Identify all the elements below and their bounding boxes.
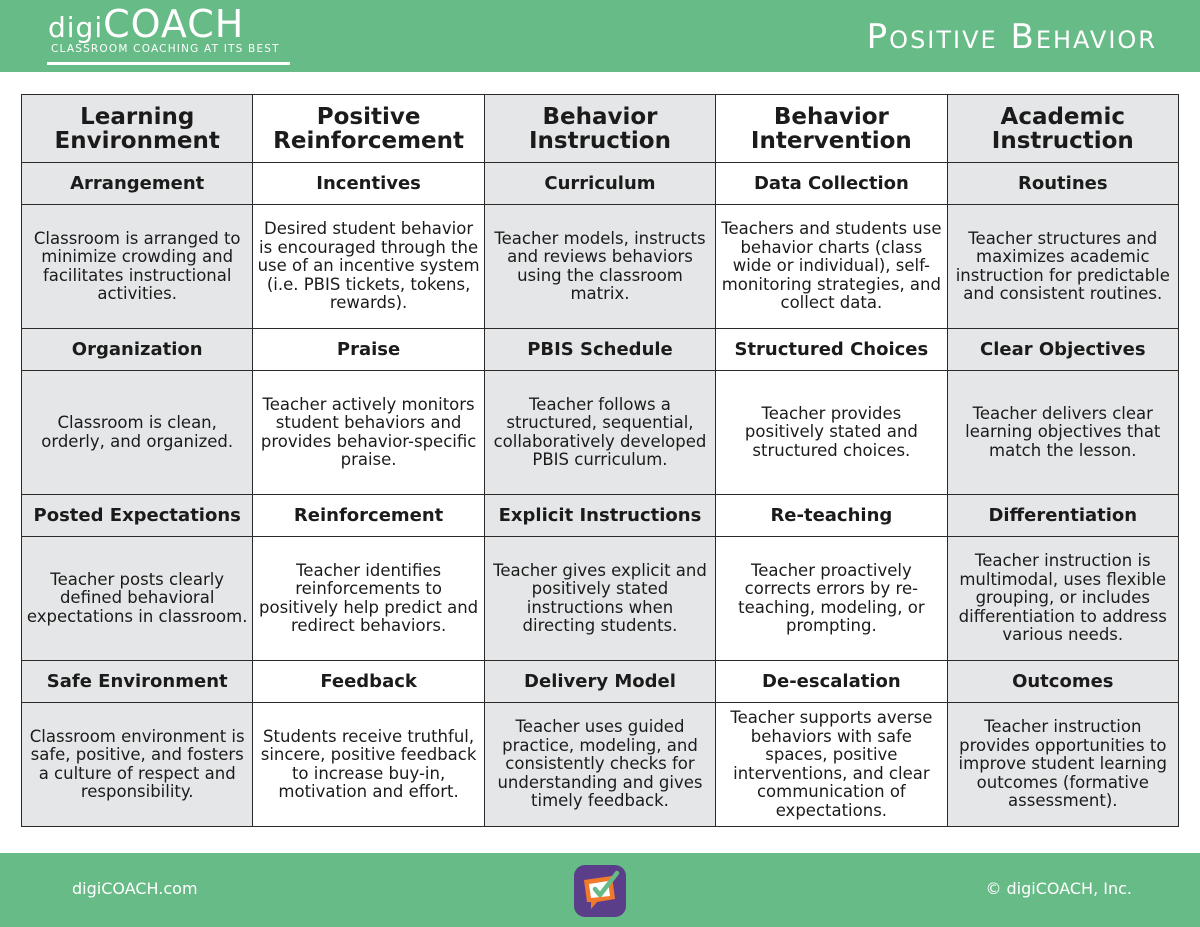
header-bar <box>0 0 1200 72</box>
section-heading: Explicit Instructions <box>484 495 715 537</box>
section-heading-row <box>22 495 1179 537</box>
section-heading: Posted Expectations <box>22 495 253 537</box>
logo-tagline: CLASSROOM COACHING AT ITS BEST <box>51 43 280 55</box>
section-heading: Feedback <box>253 661 484 703</box>
section-heading: Curriculum <box>484 163 715 205</box>
section-heading: Data Collection <box>716 163 947 205</box>
description-row <box>22 703 1179 827</box>
section-heading: Outcomes <box>947 661 1178 703</box>
description-cell: Teacher instruction provides opportunities to improve student learning outcomes (formative assessment). <box>947 703 1178 827</box>
description-cell: Teacher supports averse behaviors with safe spaces, positive interventions, and clear communication of expectations. <box>716 703 947 827</box>
description-cell: Teacher uses guided practice, modeling, and consistently checks for understanding and gives timely feedback. <box>484 703 715 827</box>
section-heading: Organization <box>22 329 253 371</box>
description-cell: Teacher gives explicit and positively stated instructions when directing students. <box>484 537 715 661</box>
description-cell: Teacher actively monitors student behaviors and provides behavior-specific praise. <box>253 371 484 495</box>
section-heading: De-escalation <box>716 661 947 703</box>
website-link[interactable]: digiCOACH.com <box>72 879 198 898</box>
logo-underline <box>47 62 290 65</box>
description-cell: Teacher instruction is multimodal, uses flexible grouping, or includes differentiation to address various needs. <box>947 537 1178 661</box>
column-header: Behavior Instruction <box>484 95 715 163</box>
description-cell: Teachers and students use behavior charts (class wide or individual), self-monitoring strategies, and collect data. <box>716 205 947 329</box>
digicoach-app-icon <box>574 865 626 917</box>
section-heading: Arrangement <box>22 163 253 205</box>
description-row <box>22 371 1179 495</box>
description-cell: Classroom is clean, orderly, and organized. <box>22 371 253 495</box>
section-heading: Safe Environment <box>22 661 253 703</box>
description-cell: Teacher provides positively stated and structured choices. <box>716 371 947 495</box>
description-cell: Classroom environment is safe, positive, and fosters a culture of respect and responsibility. <box>22 703 253 827</box>
section-heading-row <box>22 661 1179 703</box>
copyright-text: © digiCOACH, Inc. <box>985 879 1132 898</box>
description-cell: Teacher identifies reinforcements to positively help predict and redirect behaviors. <box>253 537 484 661</box>
description-cell: Teacher structures and maximizes academic instruction for predictable and consistent routines. <box>947 205 1178 329</box>
column-header: Academic Instruction <box>947 95 1178 163</box>
description-cell: Teacher posts clearly defined behavioral expectations in classroom. <box>22 537 253 661</box>
section-heading: Differentiation <box>947 495 1178 537</box>
section-heading: Re-teaching <box>716 495 947 537</box>
section-heading: Praise <box>253 329 484 371</box>
description-cell: Teacher models, instructs and reviews behaviors using the classroom matrix. <box>484 205 715 329</box>
description-cell: Desired student behavior is encouraged through the use of an incentive system (i.e. PBIS tickets, tokens, rewards). <box>253 205 484 329</box>
description-row <box>22 205 1179 329</box>
positive-behavior-table <box>21 94 1179 827</box>
description-row <box>22 537 1179 661</box>
description-cell: Classroom is arranged to minimize crowding and facilitates instructional activities. <box>22 205 253 329</box>
description-cell: Teacher proactively corrects errors by re-teaching, modeling, or prompting. <box>716 537 947 661</box>
section-heading: Reinforcement <box>253 495 484 537</box>
column-header-row <box>22 95 1179 163</box>
section-heading: Structured Choices <box>716 329 947 371</box>
logo-prefix: digi <box>48 11 104 44</box>
section-heading: Clear Objectives <box>947 329 1178 371</box>
column-header: Behavior Intervention <box>716 95 947 163</box>
footer-bar <box>0 853 1200 927</box>
chat-check-icon <box>574 865 626 917</box>
column-header: Positive Reinforcement <box>253 95 484 163</box>
page-title: Positive Behavior <box>866 17 1157 57</box>
description-cell: Teacher delivers clear learning objectives that match the lesson. <box>947 371 1178 495</box>
section-heading: Delivery Model <box>484 661 715 703</box>
description-cell: Students receive truthful, sincere, positive feedback to increase buy-in, motivation and effort. <box>253 703 484 827</box>
description-cell: Teacher follows a structured, sequential, collaboratively developed PBIS curriculum. <box>484 371 715 495</box>
section-heading: PBIS Schedule <box>484 329 715 371</box>
section-heading: Routines <box>947 163 1178 205</box>
section-heading: Incentives <box>253 163 484 205</box>
column-header: Learning Environment <box>22 95 253 163</box>
section-heading-row <box>22 329 1179 371</box>
logo-main-text: COACH <box>103 2 245 46</box>
section-heading-row <box>22 163 1179 205</box>
